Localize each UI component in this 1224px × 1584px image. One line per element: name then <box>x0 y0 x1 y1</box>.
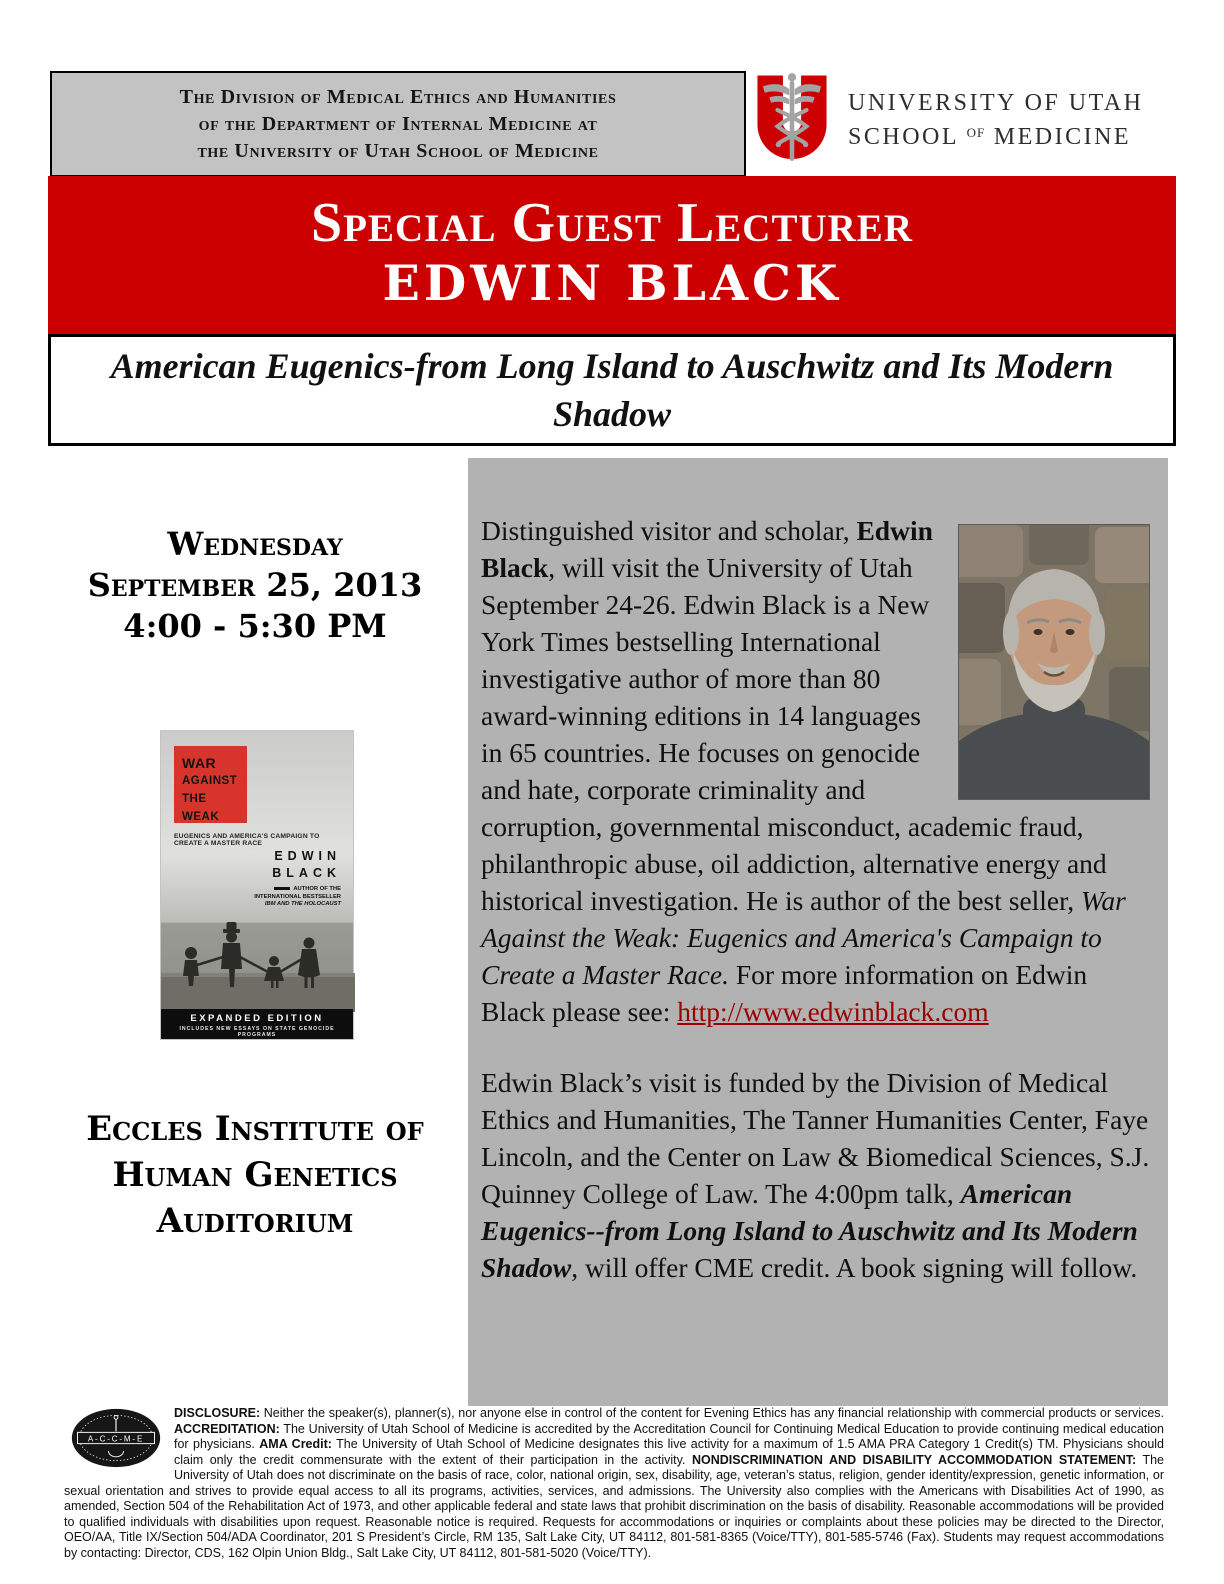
utah-u-caduceus-icon <box>752 71 832 169</box>
speaker-portrait-photo <box>958 524 1150 800</box>
division-line-1: The Division of Medical Ethics and Humanities <box>179 85 617 108</box>
banner-speaker-name: EDWIN BLACK <box>382 254 842 312</box>
bio-paragraph-2: Edwin Black’s visit is funded by the Division of Medical Ethics and Humanities, The Tanner Humanities Center, Faye Lincoln, and the Center on Law & Biomedical Sciences, S.J. Quinney College of Law. The 4:00pm talk, American Eugenics--from Long Island to Auschwitz and Its Modern Shadow, will offer CME credit. A book signing will follow. <box>481 1067 1150 1283</box>
bio-panel <box>468 458 1168 1406</box>
accreditation-label: ACCREDITATION: <box>174 1421 280 1436</box>
red-banner <box>48 176 1176 334</box>
venue-line-2: Human Genetics <box>112 1155 398 1195</box>
venue-line-1: Eccles Institute of <box>86 1109 424 1149</box>
event-date: September 25, 2013 <box>87 566 423 604</box>
nondiscrimination-label: NONDISCRIMINATION AND DISABILITY ACCOMMODATION STATEMENT: <box>691 1452 1137 1467</box>
book-title-line-2: AGAINST <box>182 775 238 787</box>
fine-print-text: DISCLOSURE: Neither the speaker(s), planner(s), nor anyone else in control of the content for Evening Ethics has any financial relationship with commercial products or services. ACCREDITATION: The University of Utah School of Medicine is accredited by the Accreditation Council for Continuing Medical Education to provide continuing medical education for physicians. AMA Credit: The University of Utah School of Medicine designates this live activity for a maximum of 1.5 AMA PRA Category 1 Credit(s) TM. Physicians should claim only the credit commensurate with the extent of their participation in the activity. NONDISCRIMINATION AND DISABILITY ACCOMMODATION STATEMENT: The University of Utah does not discriminate on the basis of race, color, national origin, sex, disability, age, veteran’s status, religion, gender identity/expression, genetic information, or sexual orientation and strives to provide equal access to all its programs, activities, services, and admissions. The University also complies with the Americans with Disabilities Act of 1990, as amended, Section 504 of the Rehabilitation Act of 1973, and other applicable federal and state laws that prohibit discrimination on the basis of disability. Reasonable accommodations will be provided to qualified individuals with disabilities upon request. Reasonable notice is required. Requests for accommodations or inquiries or complaints about these policies may be directed to the Director, OEO/AA, Title IX/Section 504/ADA Coordinator, 201 S President’s Circle, RM 135, Salt Lake City, UT 84112, 801-581-8365 (Voice/TTY), 801-585-5746 (Fax). Students may request accommodations by contacting: Director, CDS, 162 Olpin Union Bldg., Salt Lake City, UT 84112, 801-581-5020 (Voice/TTY). <box>64 1406 1165 1560</box>
university-logo-text <box>848 88 1144 152</box>
book-title-line-1: WAR <box>182 755 217 771</box>
logo-line-2: SCHOOL $^{OF}$ MEDICINE <box>848 124 1132 150</box>
banner-subtitle: Special Guest Lecturer <box>311 192 913 254</box>
event-time: 4:00 - 5:30 PM <box>123 607 387 645</box>
decorative-bar <box>274 887 290 890</box>
book-author: EDWIN BLACK <box>272 849 341 880</box>
book-edition: EXPANDED EDITION <box>190 1013 324 1024</box>
bio-paragraph-1: Distinguished visitor and scholar, Edwin Black, will visit the University of Utah September 24-26. Edwin Black is a New York Times bestselling International investigative author of more than 80 award-winning editions in 14 languages in 65 countries. He focuses on genocide and hate, corporate criminality and corruption, governmental misconduct, academic fraud, philanthropic abuse, oil addiction, alternative energy and historical investigation. He is author of the best seller, War Against the Weak: Eugenics and America's Campaign to Create a Master Race. For more information on Edwin Black please see: http://www.edwinblack.com <box>481 515 1126 1027</box>
logo-of-superscript: OF <box>966 125 986 140</box>
venue-line-3: Auditorium <box>156 1201 354 1241</box>
book-cover-family-photo <box>161 919 355 1012</box>
division-line-2: of the Department of Internal Medicine at <box>198 112 598 135</box>
book-cover-title-box <box>174 746 247 823</box>
book-edition-note: INCLUDES NEW ESSAYS ON STATE GENOCIDE PROGRAMS <box>179 1026 335 1038</box>
book-title-line-3: THE WEAK <box>182 793 220 823</box>
university-logo <box>752 68 1182 172</box>
accme-seal-icon <box>68 1407 164 1469</box>
book-cover-footer <box>161 1009 353 1039</box>
event-day: Wednesday <box>167 525 343 563</box>
book-cover <box>160 730 354 1040</box>
lecture-title: American Eugenics-from Long Island to Auschwitz and Its Modern Shadow <box>110 346 1114 434</box>
division-header-box <box>50 71 746 177</box>
logo-line-1: UNIVERSITY OF UTAH <box>848 90 1144 116</box>
lecture-title-box <box>48 334 1176 446</box>
edwinblack-website-link[interactable]: http://www.edwinblack.com <box>677 996 989 1027</box>
book-subtitle: EUGENICS AND AMERICA'S CAMPAIGN TO CREATE A MASTER RACE <box>174 833 320 847</box>
bio-text <box>481 512 1152 1286</box>
event-date-block <box>48 524 462 647</box>
disclosure-label: DISCLOSURE: <box>174 1406 261 1420</box>
division-line-3: the University of Utah School of Medicine <box>197 139 599 162</box>
event-venue-block <box>48 1106 462 1244</box>
book-author-note: AUTHOR OF THE INTERNATIONAL BESTSELLER IBM AND THE HOLOCAUST <box>254 886 341 908</box>
fine-print <box>64 1406 1164 1561</box>
seal-text: A-C-C-M-E <box>87 1434 145 1444</box>
ama-credit-label: AMA Credit: <box>259 1437 332 1451</box>
